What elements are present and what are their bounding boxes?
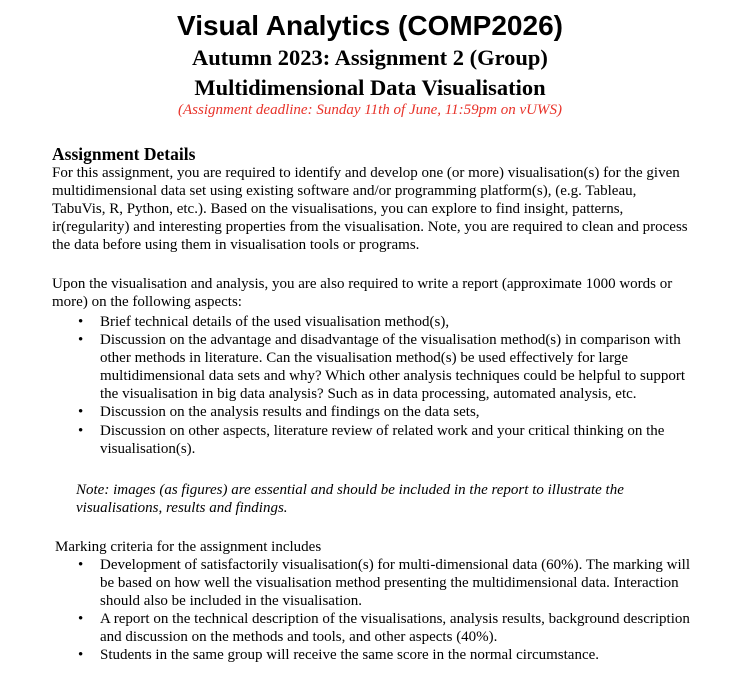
list-item-text: Discussion on the advantage and disadvantage of the visualisation method(s) in comparison with other methods in literature. Can the visualisation method(s) be used effectively for large multidimensional data sets and why? Which other analysis techniques could be helpful to support the visualisation in big data analysis? Such as in data processing, automated analysis, etc. (100, 332, 686, 403)
list-item-text: Brief technical details of the used visualisation method(s), (100, 314, 450, 330)
list-item-text: Students in the same group will receive the same score in the normal circumstance. (100, 647, 600, 664)
list-item (76, 403, 690, 421)
figures-note: Note: images (as figures) are essential and should be included in the report to illustrate the visualisations, results and findings. (76, 482, 624, 517)
report-aspects-list (76, 313, 690, 458)
topic-title: Multidimensional Data Visualisation (194, 75, 546, 100)
course-title: Visual Analytics (COMP2026) (177, 10, 563, 41)
list-item (76, 610, 690, 646)
list-item-text: Discussion on other aspects, literature review of related work and your critical thinking on the visualisation(s). (100, 422, 665, 457)
bullet-icon: • (78, 404, 84, 421)
bullet-icon: • (78, 314, 84, 330)
details-paragraph-1: For this assignment, you are required to identify and develop one (or more) visualisation(s) for the given multidimensional data set using existing software and/or programming platform(s), (e.g. Tableau, TabuVis, R, Python, etc.). Based on the visualisations, you can explore to find insight, patterns, ir(regularity) and interesting properties from the visualisation. Note, you are required to clean and process the data before using them in visualisation tools or programs. (52, 165, 688, 254)
section-heading-assignment-details: Assignment Details (52, 144, 196, 164)
marking-criteria-intro: Marking criteria for the assignment includes (55, 539, 322, 555)
deadline-note: (Assignment deadline: Sunday 11th of June, 11:59pm on vUWS) (178, 102, 562, 118)
list-item (76, 646, 690, 664)
bullet-icon: • (78, 611, 84, 628)
list-item-text: Development of satisfactorily visualisation(s) for multi-dimensional data (60%). The marking will be based on how well the visualisation method presenting the multidimensional data. Interaction should also be included in the visualisation. (100, 557, 691, 610)
list-item-text: A report on the technical description of the visualisations, analysis results, background description and discussion on the methods and tools, and other aspects (40%). (100, 611, 690, 646)
bullet-icon: • (78, 557, 84, 573)
list-item (76, 556, 690, 610)
list-item-text: Discussion on the analysis results and findings on the data sets, (100, 404, 480, 421)
list-item (76, 313, 690, 331)
assignment-title: Autumn 2023: Assignment 2 (Group) (192, 45, 548, 70)
marking-criteria-list (76, 556, 690, 665)
bullet-icon: • (78, 422, 84, 439)
details-paragraph-2: Upon the visualisation and analysis, you are also required to write a report (approximate 1000 words or more) on the following aspects: (52, 276, 673, 311)
list-item (76, 422, 690, 458)
bullet-icon: • (78, 647, 84, 664)
list-item (76, 331, 690, 403)
bullet-icon: • (78, 332, 84, 349)
